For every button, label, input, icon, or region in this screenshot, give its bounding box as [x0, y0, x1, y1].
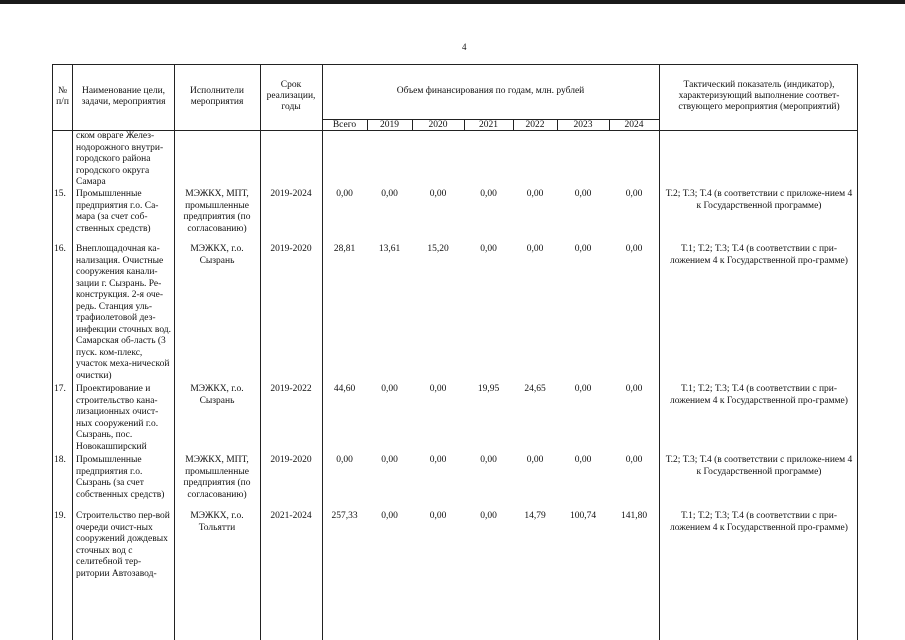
row-value-2023: 0,00 — [574, 244, 592, 254]
row-indicator: Т.2; Т.3; Т.4 (в соответствии с приложе-нием 4 к Государственной программе) — [665, 189, 853, 211]
header-indicator: Тактический показатель (индикатор), характеризующий выполнение соответ-ствующего мероприятия (мероприятий) — [678, 80, 840, 112]
row-value-2024: 0,00 — [625, 244, 643, 254]
financing-table — [52, 64, 858, 640]
row-value-2019: 0,00 — [381, 455, 398, 465]
row-value-2021: 0,00 — [480, 189, 497, 199]
row-name: Промышленные предприятия г.о. Са-мара (за счет соб-ственных средств) — [76, 189, 159, 234]
header-year-2023: 2023 — [573, 120, 593, 130]
row-period: 2021-2024 — [270, 511, 312, 521]
header-year-total: Всего — [332, 120, 357, 130]
page-number: 4 — [462, 42, 467, 52]
row-name: Проектирование и строительство кана-лизационных очист-ных сооружений г.о. Сызрань, пос. Новокашпирский — [76, 384, 159, 452]
row-value-2021: 19,95 — [477, 384, 500, 394]
header-financing: Объем финансирования по годам, млн. рублей — [396, 86, 585, 96]
row-num: 19. — [54, 511, 66, 521]
row-value-2023: 0,00 — [574, 189, 592, 199]
col-border — [322, 64, 323, 640]
col-border — [857, 64, 858, 640]
table-top-border — [52, 64, 858, 65]
row-value-2024: 0,00 — [625, 384, 643, 394]
row-value-total: 0,00 — [336, 455, 353, 465]
row-value-2019: 0,00 — [381, 189, 398, 199]
row-value-2022: 24,65 — [524, 384, 546, 394]
row-value-total: 0,00 — [336, 189, 353, 199]
header-year-2021: 2021 — [479, 120, 498, 130]
row-num: 16. — [54, 244, 66, 254]
header-year-2020: 2020 — [428, 120, 448, 130]
row-value-2022: 0,00 — [526, 189, 544, 199]
row-value-2020: 15,20 — [427, 244, 449, 254]
row-period: 2019-2020 — [270, 244, 312, 254]
row-value-2020: 0,00 — [429, 511, 447, 521]
row-value-2024: 0,00 — [625, 189, 643, 199]
col-border — [52, 64, 53, 640]
row-value-2019: 0,00 — [381, 511, 398, 521]
row-value-2021: 0,00 — [480, 244, 497, 254]
row-executors: МЭЖКХ, МПТ, промышленные предприятия (по согласованию) — [183, 455, 251, 500]
row-period: 2019-2024 — [270, 189, 312, 199]
row-indicator: Т.1; Т.2; Т.3; Т.4 (в соответствии с при-ложением 4 к Государственной про-грамме) — [670, 384, 848, 406]
row-executors: МЭЖКХ, г.о. Сызрань — [190, 384, 244, 406]
row-value-2023: 100,74 — [569, 511, 597, 521]
row-value-2020: 0,00 — [429, 455, 447, 465]
row-name: Внеплощадочная ка-нализация. Очистные сооружения канали-зации г. Сызрань. Ре-конструкция. 2-я оче-редь. Станция уль-трафиолетовой дез-инфекции сточных вод. Самарская об-ласть (3 пуск. ком-плекс, участок меха-нической очистки) — [76, 244, 172, 381]
row-executors: МЭЖКХ, г.о. Сызрань — [190, 244, 244, 266]
col-border — [174, 64, 175, 640]
row-period: 2019-2020 — [270, 455, 312, 465]
row-value-2021: 0,00 — [480, 511, 497, 521]
header-name: Наименование цели, задачи, мероприятия — [81, 86, 166, 107]
top-border-line — [0, 0, 905, 4]
row-executors: МЭЖКХ, г.о. Тольятти — [190, 511, 244, 533]
col-border — [72, 64, 73, 640]
row-value-2020: 0,00 — [429, 384, 447, 394]
row-executors: МЭЖКХ, МПТ, промышленные предприятия (по согласованию) — [183, 189, 251, 234]
row-value-2019: 13,61 — [378, 244, 401, 254]
row-value-2021: 0,00 — [480, 455, 497, 465]
continuation-name: ском овраге Желез-нодорожного внутри-городского района городского округа Самара — [76, 131, 164, 187]
row-name: Строительство пер-вой очереди очист-ных сооружений дождевых сточных вод с селитебной тер-ритории Автозавод- — [76, 511, 170, 579]
header-period: Срок реализации, годы — [266, 80, 316, 112]
row-value-2019: 0,00 — [381, 384, 398, 394]
row-value-total: 28,81 — [333, 244, 356, 254]
header-year-2022: 2022 — [525, 120, 545, 130]
row-indicator: Т.1; Т.2; Т.3; Т.4 (в соответствии с при-ложением 4 к Государственной про-грамме) — [670, 244, 848, 266]
row-value-2022: 14,79 — [524, 511, 546, 521]
row-value-2024: 0,00 — [625, 455, 643, 465]
header-year-2024: 2024 — [624, 120, 644, 130]
row-num: 15. — [54, 189, 66, 199]
col-border — [260, 64, 261, 640]
col-border — [659, 64, 660, 640]
row-name: Промышленные предприятия г.о. Сызрань (за счет собственных средств) — [76, 455, 165, 500]
row-indicator: Т.2; Т.3; Т.4 (в соответствии с приложе-нием 4 к Государственной программе) — [665, 455, 853, 477]
row-value-total: 44,60 — [333, 384, 356, 394]
row-period: 2019-2022 — [270, 384, 312, 394]
row-value-2023: 0,00 — [574, 455, 592, 465]
row-indicator: Т.1; Т.2; Т.3; Т.4 (в соответствии с при-ложением 4 к Государственной про-грамме) — [670, 511, 848, 533]
row-value-2024: 141,80 — [620, 511, 648, 521]
row-num: 18. — [54, 455, 66, 465]
header-executors: Исполнители мероприятия — [190, 86, 244, 107]
row-value-2020: 0,00 — [429, 189, 447, 199]
row-num: 17. — [54, 384, 66, 394]
row-value-2023: 0,00 — [574, 384, 592, 394]
row-value-2022: 0,00 — [526, 244, 544, 254]
row-value-2022: 0,00 — [526, 455, 544, 465]
row-value-total: 257,33 — [331, 511, 358, 521]
header-year-2019: 2019 — [380, 120, 399, 130]
header-num: № п/п — [56, 86, 69, 107]
